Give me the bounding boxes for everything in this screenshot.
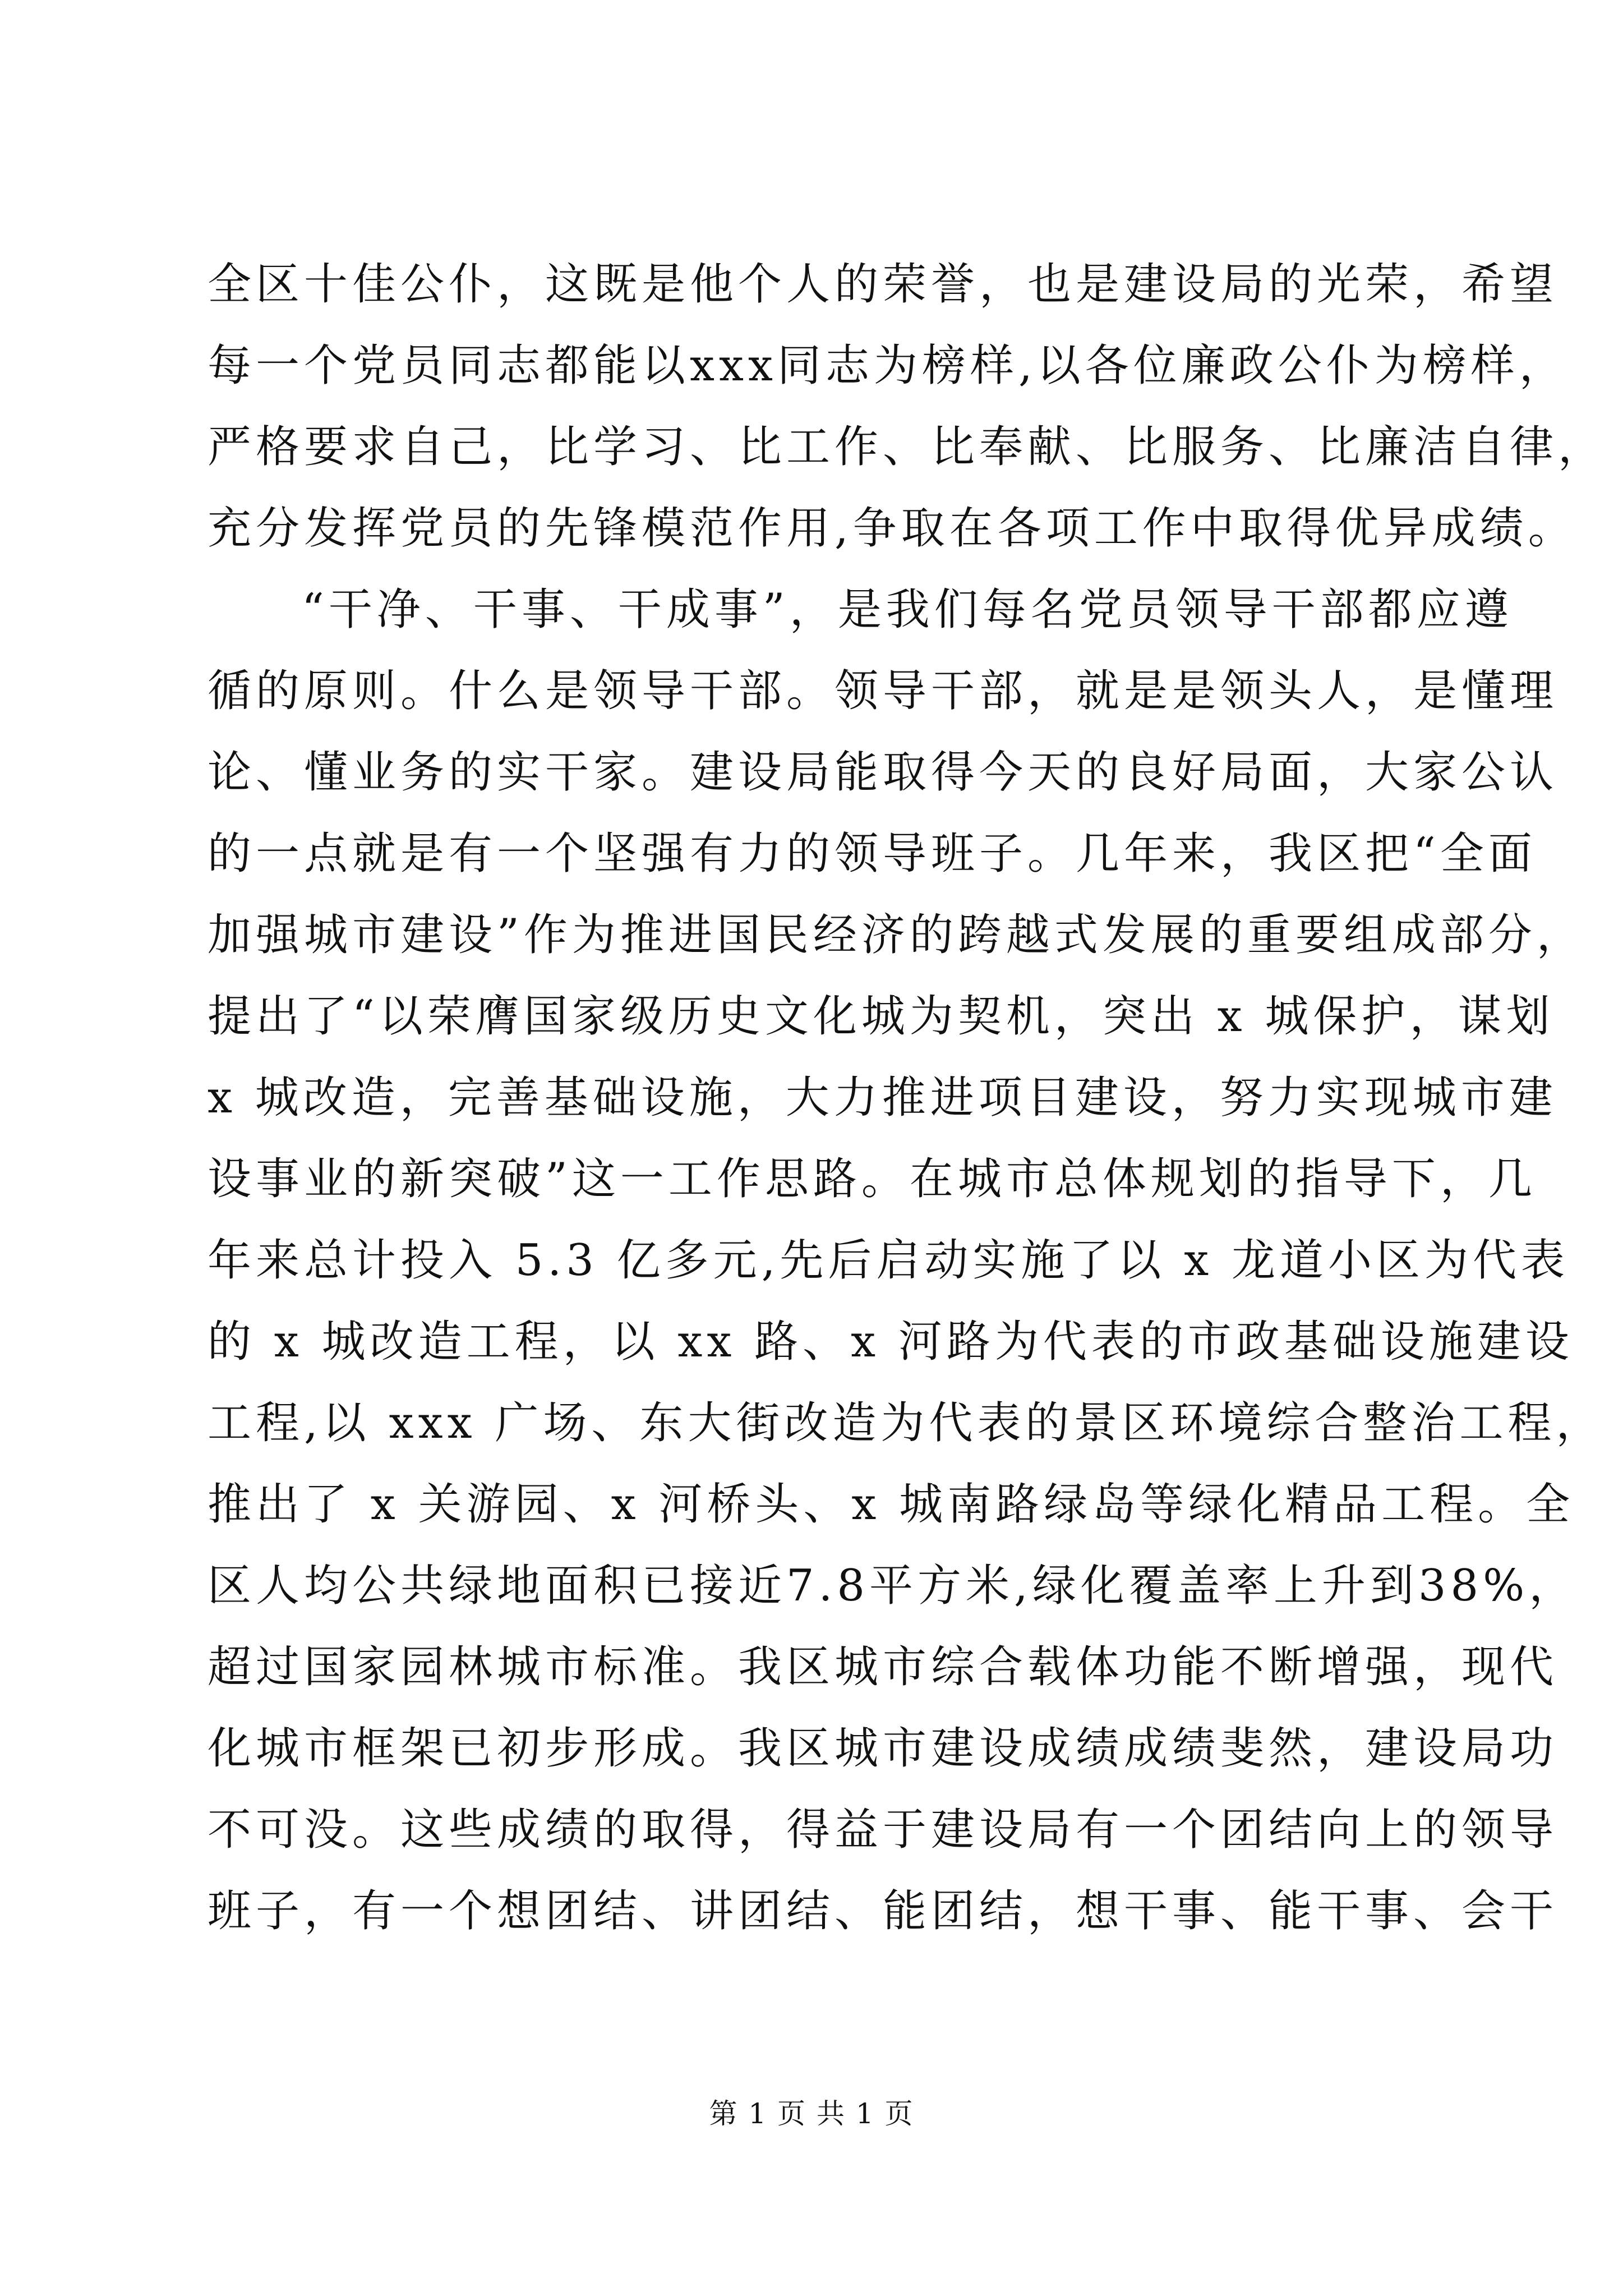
paragraph-first-line: “干净、干事、干成事”，是我们每名党员领导干部都应遵 bbox=[302, 585, 1513, 635]
text-line: 每一个党员同志都能以xxx同志为榜样,以各位廉政公仆为榜样， bbox=[208, 341, 1567, 391]
text-line: 推出了 x 关游园、x 河桥头、x 城南路绿岛等绿化精品工程。全 bbox=[208, 1479, 1575, 1530]
page-number-footer: 第 1 页 共 1 页 bbox=[709, 2097, 914, 2130]
text-line: 提出了“以荣膺国家级历史文化城为契机，突出 x 城保护，谋划 bbox=[208, 991, 1555, 1042]
text-line: 加强城市建设”作为推进国民经济的跨越式发展的重要组成部分， bbox=[208, 910, 1585, 960]
text-line: 严格要求自己，比学习、比工作、比奉献、比服务、比廉洁自律， bbox=[208, 422, 1607, 472]
text-line: 班子，有一个想团结、讲团结、能团结，想干事、能干事、会干 bbox=[208, 1886, 1559, 1936]
text-line: 区人均公共绿地面积已接近7.8平方米,绿化覆盖率上升到38%， bbox=[208, 1561, 1578, 1611]
text-line: 设事业的新突破”这一工作思路。在城市总体规划的指导下，几 bbox=[208, 1154, 1537, 1204]
text-line: 论、懂业务的实干家。建设局能取得今天的良好局面，大家公认 bbox=[208, 747, 1559, 798]
text-line: 循的原则。什么是领导干部。领导干部，就是是领头人，是懂理 bbox=[208, 666, 1559, 716]
text-line: 的一点就是有一个坚强有力的领导班子。几年来，我区把“全面 bbox=[208, 829, 1537, 879]
text-line: x 城改造，完善基础设施，大力推进项目建设，努力实现城市建 bbox=[208, 1073, 1557, 1123]
text-line: 化城市框架已初步形成。我区城市建设成绩成绩斐然，建设局功 bbox=[208, 1723, 1559, 1774]
text-line: 的 x 城改造工程，以 xx 路、x 河路为代表的市政基础设施建设 bbox=[208, 1317, 1574, 1367]
document-body bbox=[208, 244, 1607, 1952]
text-line: 超过国家园林城市标准。我区城市综合载体功能不断增强，现代 bbox=[208, 1642, 1559, 1692]
text-line: 全区十佳公仆，这既是他个人的荣誉，也是建设局的光荣，希望 bbox=[208, 259, 1559, 310]
text-line: 充分发挥党员的先锋模范作用,争取在各项工作中取得优异成绩。 bbox=[208, 503, 1576, 554]
text-line: 不可没。这些成绩的取得，得益于建设局有一个团结向上的领导 bbox=[208, 1805, 1559, 1855]
text-line: 年来总计投入 5.3 亿多元,先后启动实施了以 x 龙道小区为代表 bbox=[208, 1235, 1570, 1286]
text-line: 工程,以 xxx 广场、东大街改造为代表的景区环境综合整治工程， bbox=[208, 1398, 1604, 1448]
